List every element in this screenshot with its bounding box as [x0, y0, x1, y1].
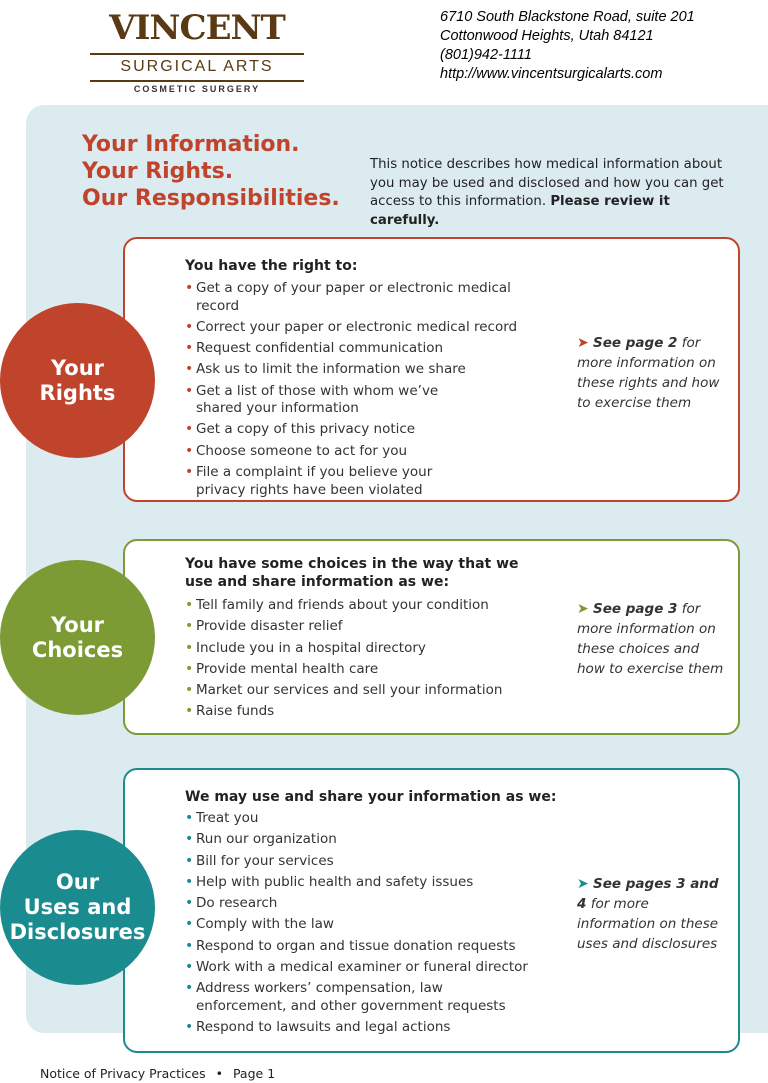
rights-list — [185, 280, 545, 503]
choices-see-page — [577, 599, 727, 679]
uses-circle — [0, 830, 155, 985]
title-line2: Your Rights. — [82, 159, 234, 184]
choices-circle-line2: Choices — [31, 637, 124, 662]
footer-text: Notice of Privacy Practices — [40, 1066, 206, 1081]
list-item: • Comply with the law — [185, 916, 545, 934]
arrow-icon: ➤ — [577, 335, 589, 351]
choices-heading — [185, 555, 519, 591]
address-block — [440, 8, 760, 84]
list-item: • Include you in a hospital directory — [185, 640, 545, 658]
list-item: • Respond to organ and tissue donation requests — [185, 938, 545, 956]
logo-rule-bottom — [90, 80, 304, 82]
rights-circle — [0, 303, 155, 458]
arrow-icon: ➤ — [577, 601, 589, 617]
rights-circle-line1: Your — [50, 355, 104, 380]
rights-see-page — [577, 333, 727, 413]
list-item: • Get a list of those with whom we’ve shared your information — [185, 383, 486, 418]
list-item: • Raise funds — [185, 703, 545, 721]
choices-see-bold: See page 3 — [593, 601, 678, 617]
list-item: • Provide mental health care — [185, 661, 545, 679]
list-item: • Ask us to limit the information we share — [185, 361, 545, 379]
list-item: • Bill for your services — [185, 853, 545, 871]
website-link[interactable]: http://www.vincentsurgicalarts.com — [440, 66, 663, 82]
list-item: • Correct your paper or electronic medical record — [185, 319, 545, 337]
logo-subtitle: SURGICAL ARTS — [120, 58, 274, 75]
choices-card — [123, 539, 740, 735]
choices-see-rest: for more information on these choices and how to exercise them — [577, 601, 724, 677]
logo-tagline: COSMETIC SURGERY — [133, 84, 261, 94]
list-item: • File a complaint if you believe your privacy rights have been violated — [185, 464, 486, 499]
uses-see-page — [577, 874, 727, 954]
arrow-icon: ➤ — [577, 876, 589, 892]
footer-separator: • — [215, 1066, 223, 1081]
list-item: • Request confidential communication — [185, 340, 545, 358]
uses-circle-line1: Our — [55, 870, 100, 894]
intro-body: This notice describes how medical information about you may be used and disclosed and how you can get access to this information. — [370, 157, 724, 209]
rights-card — [123, 237, 740, 502]
list-item: • Market our services and sell your information — [185, 682, 545, 700]
logo-name: VINCENT — [109, 8, 285, 48]
title-line3: Our Responsibilities. — [82, 186, 340, 211]
uses-see-rest: for more information on these uses and disclosures — [577, 896, 719, 952]
list-item: • Work with a medical examiner or funeral director — [185, 959, 545, 977]
rights-see-rest: for more information on these rights and how to exercise them — [577, 335, 720, 411]
choices-list — [185, 597, 545, 725]
address-line1: 6710 South Blackstone Road, suite 201 — [440, 9, 695, 25]
title-line1: Your Information. — [82, 132, 300, 157]
uses-see-bold: See pages 3 and 4 — [577, 876, 719, 912]
page-footer — [40, 1066, 275, 1081]
choices-heading-line2: use and share information as we: — [185, 574, 450, 590]
list-item: • Choose someone to act for you — [185, 443, 545, 461]
list-item: • Get a copy of your paper or electronic medical record — [185, 280, 545, 315]
uses-heading: We may use and share your information as we: — [185, 789, 557, 805]
list-item: • Run our organization — [185, 831, 545, 849]
uses-circle-line2: Uses and — [23, 895, 132, 919]
intro-text — [370, 156, 740, 230]
list-item: • Treat you — [185, 810, 545, 828]
logo — [84, 6, 310, 92]
uses-list — [185, 810, 545, 1040]
choices-heading-line1: You have some choices in the way that we — [185, 556, 519, 572]
list-item: • Respond to lawsuits and legal actions — [185, 1019, 545, 1037]
choices-circle — [0, 560, 155, 715]
rights-see-bold: See page 2 — [593, 335, 678, 351]
address-line2: Cottonwood Heights, Utah 84121 — [440, 28, 654, 44]
uses-circle-line3: Disclosures — [9, 920, 146, 944]
page-title — [82, 131, 340, 212]
rights-heading: You have the right to: — [185, 258, 358, 274]
list-item: • Get a copy of this privacy notice — [185, 421, 545, 439]
intro-emphasis: Please review it carefully. — [370, 194, 670, 228]
uses-card — [123, 768, 740, 1053]
logo-rule-top — [90, 53, 304, 55]
list-item: • Tell family and friends about your condition — [185, 597, 545, 615]
footer-page: Page 1 — [232, 1066, 276, 1081]
rights-circle-line2: Rights — [39, 380, 116, 405]
phone-number: (801)942-1111 — [440, 47, 532, 63]
choices-circle-line1: Your — [50, 612, 104, 637]
list-item: • Do research — [185, 895, 545, 913]
list-item: • Help with public health and safety issues — [185, 874, 545, 892]
list-item: • Provide disaster relief — [185, 618, 545, 636]
list-item: • Address workers’ compensation, law enforcement, and other government requests — [185, 980, 531, 1015]
